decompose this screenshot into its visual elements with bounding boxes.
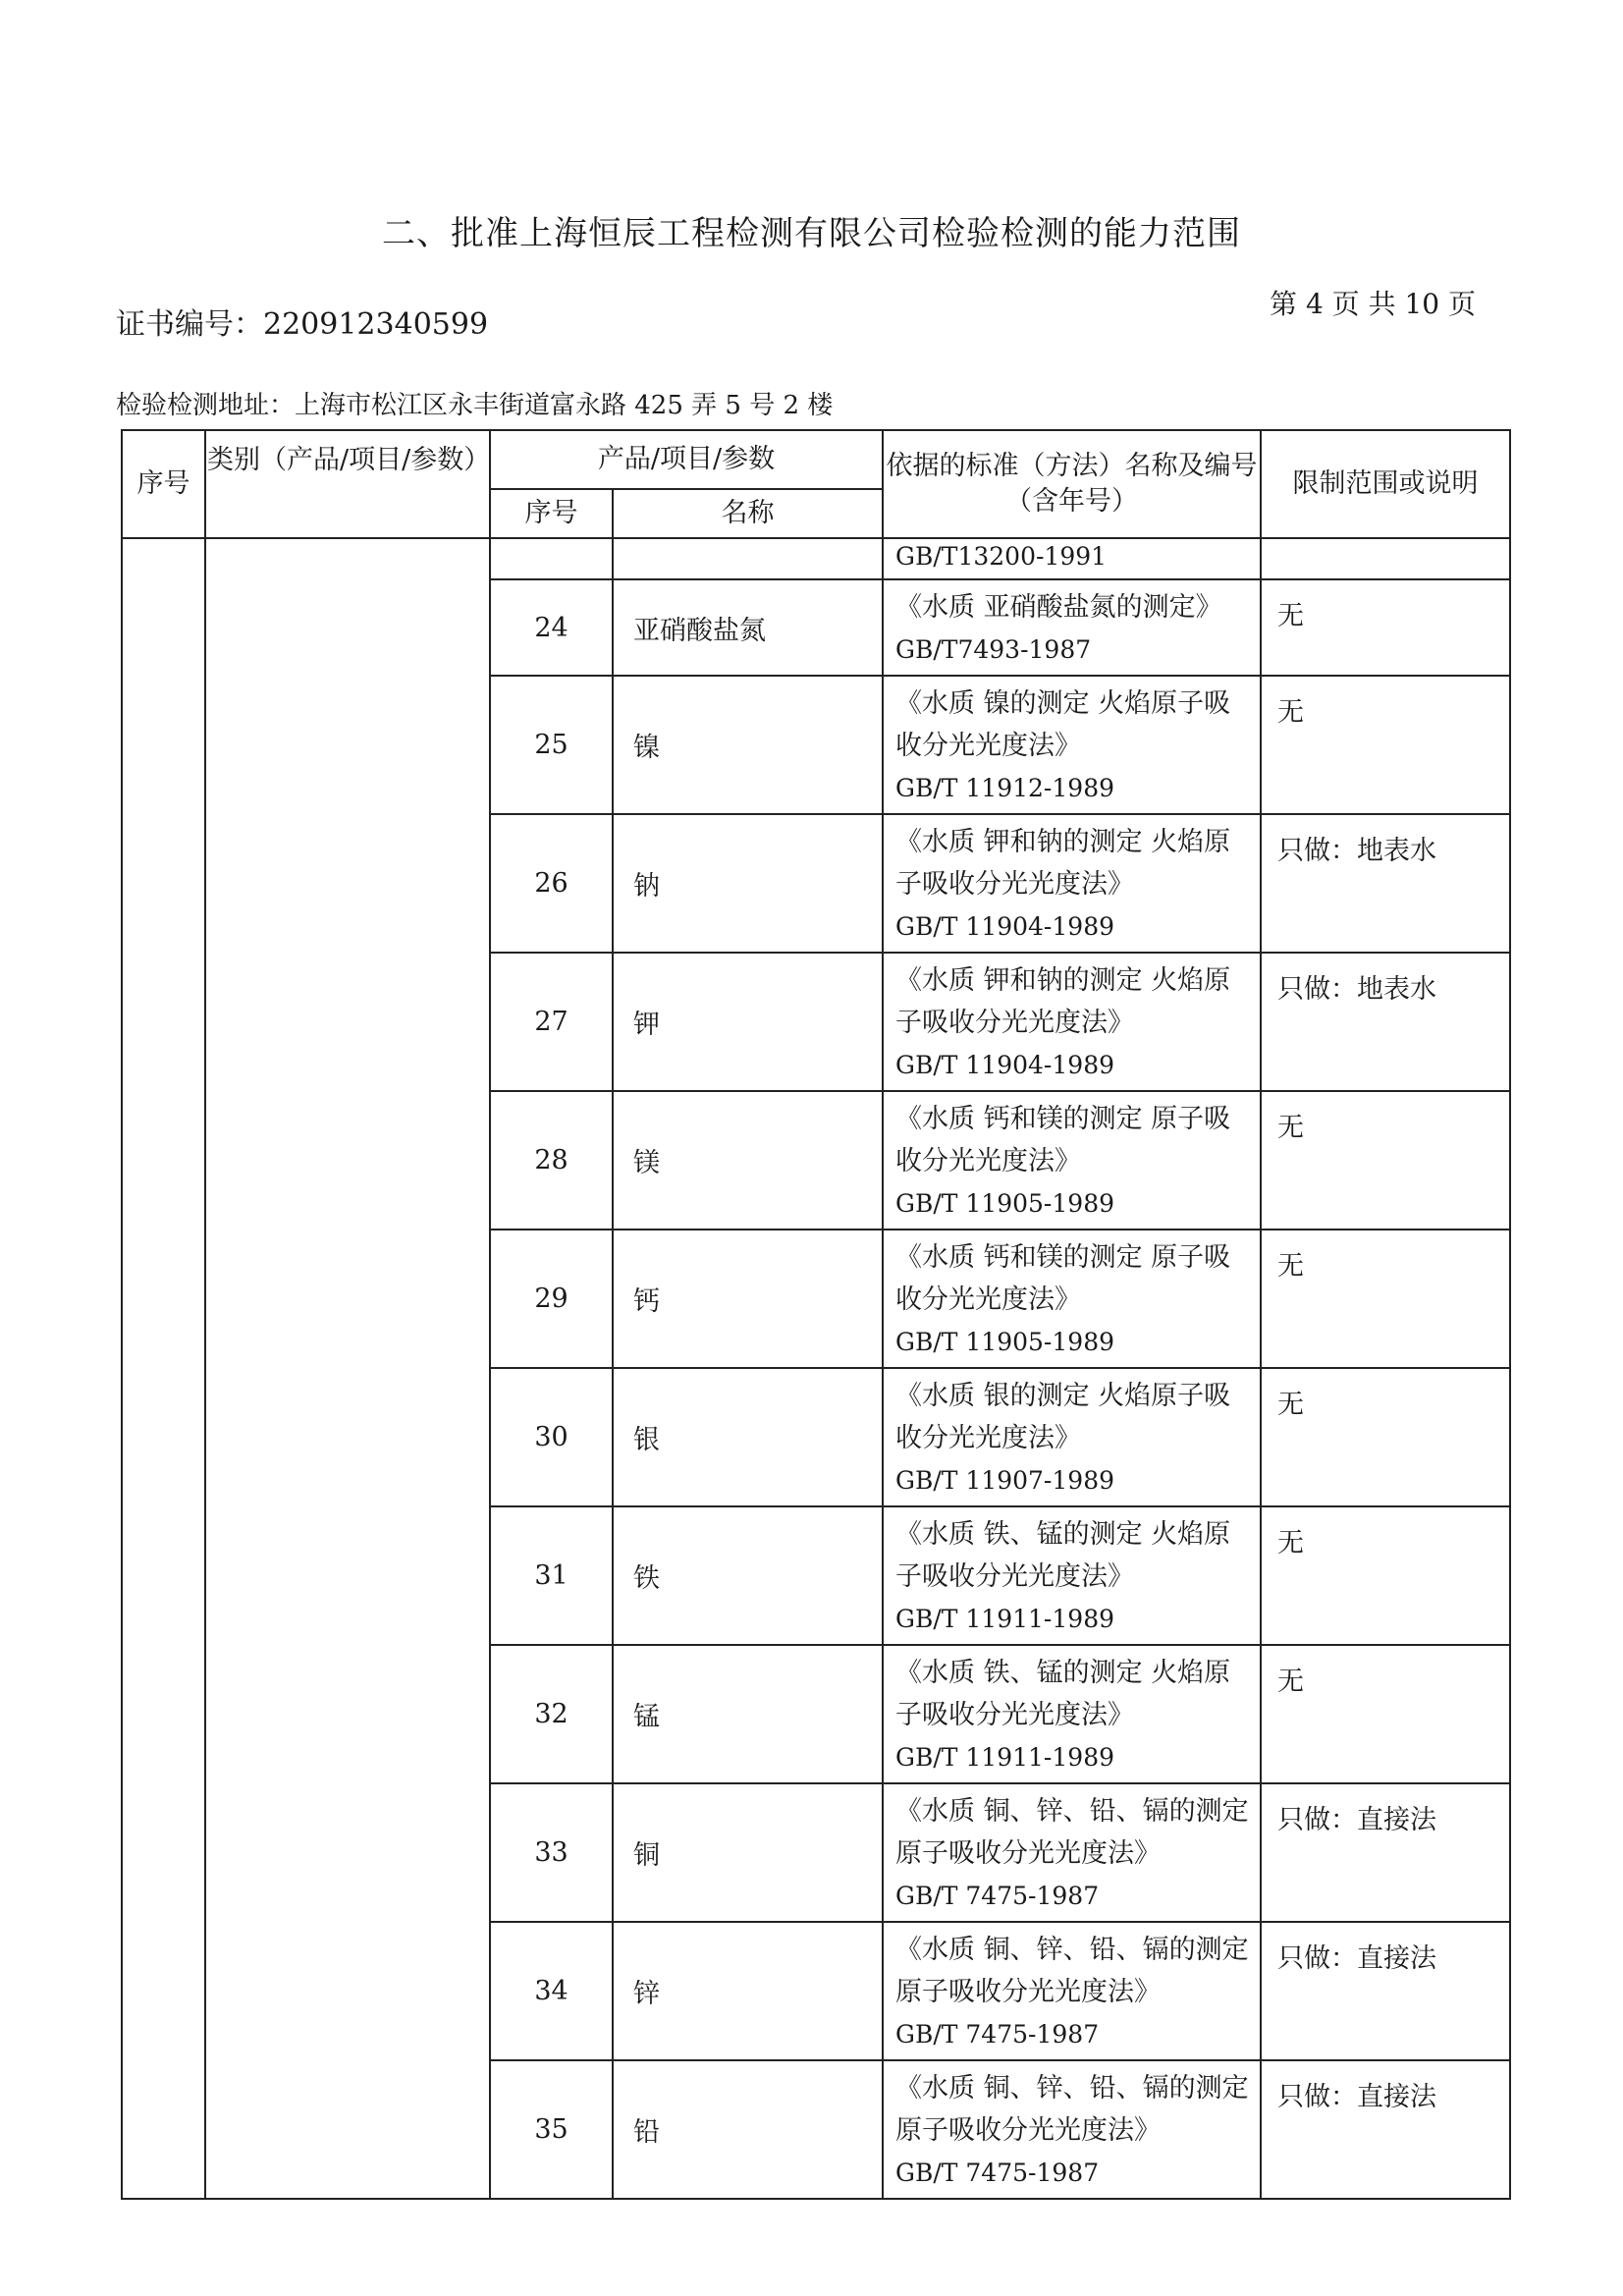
item-standard <box>883 953 1261 1091</box>
item-seq: 31 <box>490 1506 613 1645</box>
item-name: 钙 <box>613 1230 883 1368</box>
item-seq: 32 <box>490 1645 613 1783</box>
item-seq: 34 <box>490 1922 613 2060</box>
standard-code: GB/T 7475-1987 <box>895 1882 1100 1910</box>
test-address: 检验检测地址：上海市松江区永丰街道富永路 425 弄 5 号 2 楼 <box>116 391 834 420</box>
standard-code: GB/T 11904-1989 <box>895 1051 1115 1079</box>
item-name: 锌 <box>613 1922 883 2060</box>
col-product: 产品/项目/参数 <box>490 430 883 489</box>
item-limit: 只做：直接法 <box>1261 1922 1510 2060</box>
standard-code: GB/T 11911-1989 <box>895 1605 1115 1633</box>
item-standard <box>883 814 1261 953</box>
item-standard <box>883 676 1261 814</box>
item-standard <box>883 1091 1261 1230</box>
item-seq: 33 <box>490 1783 613 1922</box>
standard-name: 《水质 铜、锌、铅、镉的测定 原子吸收分光光度法》 <box>895 2073 1249 2146</box>
item-seq: 29 <box>490 1230 613 1368</box>
item-limit: 无 <box>1261 579 1510 676</box>
continued-code: GB/T13200-1991 <box>895 542 1108 571</box>
item-seq: 30 <box>490 1368 613 1506</box>
item-name: 亚硝酸盐氮 <box>613 579 883 676</box>
item-name: 钠 <box>613 814 883 953</box>
certificate-number: 证书编号：220912340599 <box>116 307 489 342</box>
item-name: 银 <box>613 1368 883 1506</box>
item-seq: 24 <box>490 579 613 676</box>
standard-code: GB/T 7475-1987 <box>895 2159 1100 2187</box>
page-indicator: 第 4 页 共 10 页 <box>1270 288 1476 320</box>
standard-name: 《水质 钾和钠的测定 火焰原子吸收分光光度法》 <box>895 965 1231 1038</box>
standard-name: 《水质 铁、锰的测定 火焰原子吸收分光光度法》 <box>895 1519 1231 1592</box>
col-standard: 依据的标准（方法）名称及编号（含年号） <box>883 430 1261 538</box>
standard-name: 《水质 钙和镁的测定 原子吸收分光光度法》 <box>895 1242 1231 1315</box>
item-limit: 无 <box>1261 676 1510 814</box>
standard-name: 《水质 亚硝酸盐氮的测定》 <box>895 592 1222 623</box>
item-name: 锰 <box>613 1645 883 1783</box>
page-title: 二、批准上海恒辰工程检测有限公司检验检测的能力范围 <box>382 214 1241 253</box>
item-standard <box>883 1368 1261 1506</box>
item-name: 铜 <box>613 1783 883 1922</box>
item-standard <box>883 1506 1261 1645</box>
standard-name: 《水质 铜、锌、铅、镉的测定 原子吸收分光光度法》 <box>895 1796 1249 1869</box>
item-limit: 无 <box>1261 1091 1510 1230</box>
capability-table <box>121 429 1511 2200</box>
standard-name: 《水质 镍的测定 火焰原子吸收分光光度法》 <box>895 688 1231 761</box>
standard-code: GB/T 11905-1989 <box>895 1189 1115 1218</box>
item-limit: 只做：地表水 <box>1261 953 1510 1091</box>
item-standard <box>883 2060 1261 2199</box>
item-standard <box>883 1922 1261 2060</box>
item-limit: 只做：地表水 <box>1261 814 1510 953</box>
standard-code: GB/T 7475-1987 <box>895 2020 1100 2049</box>
col-sub-name: 名称 <box>613 489 883 538</box>
item-name: 铁 <box>613 1506 883 1645</box>
item-limit: 无 <box>1261 1368 1510 1506</box>
standard-name: 《水质 铜、锌、铅、镉的测定 原子吸收分光光度法》 <box>895 1935 1249 2007</box>
item-name: 铅 <box>613 2060 883 2199</box>
standard-code: GB/T 11905-1989 <box>895 1328 1115 1356</box>
standard-name: 《水质 钙和镁的测定 原子吸收分光光度法》 <box>895 1104 1231 1176</box>
item-standard <box>883 579 1261 676</box>
col-sub-seq: 序号 <box>490 489 613 538</box>
standard-code: GB/T 11912-1989 <box>895 774 1115 802</box>
item-limit: 无 <box>1261 1230 1510 1368</box>
col-category: 类别（产品/项目/参数） <box>205 430 490 538</box>
item-name: 钾 <box>613 953 883 1091</box>
item-limit: 无 <box>1261 1506 1510 1645</box>
item-name: 镁 <box>613 1091 883 1230</box>
item-seq: 25 <box>490 676 613 814</box>
item-seq: 27 <box>490 953 613 1091</box>
standard-code: GB/T 11911-1989 <box>895 1743 1115 1772</box>
item-standard <box>883 1230 1261 1368</box>
table-row-continued <box>122 538 1510 579</box>
standard-code: GB/T 11904-1989 <box>895 912 1115 941</box>
standard-name: 《水质 银的测定 火焰原子吸收分光光度法》 <box>895 1381 1231 1453</box>
item-limit: 只做：直接法 <box>1261 1783 1510 1922</box>
item-seq: 28 <box>490 1091 613 1230</box>
standard-code: GB/T 11907-1989 <box>895 1466 1115 1495</box>
standard-name: 《水质 钾和钠的测定 火焰原子吸收分光光度法》 <box>895 827 1231 900</box>
col-seq: 序号 <box>122 430 205 538</box>
item-seq: 35 <box>490 2060 613 2199</box>
item-limit: 只做：直接法 <box>1261 2060 1510 2199</box>
item-seq: 26 <box>490 814 613 953</box>
item-name: 镍 <box>613 676 883 814</box>
item-limit: 无 <box>1261 1645 1510 1783</box>
col-limit: 限制范围或说明 <box>1261 430 1510 538</box>
item-standard <box>883 1645 1261 1783</box>
standard-code: GB/T7493-1987 <box>895 635 1092 664</box>
item-standard <box>883 1783 1261 1922</box>
standard-name: 《水质 铁、锰的测定 火焰原子吸收分光光度法》 <box>895 1658 1231 1730</box>
